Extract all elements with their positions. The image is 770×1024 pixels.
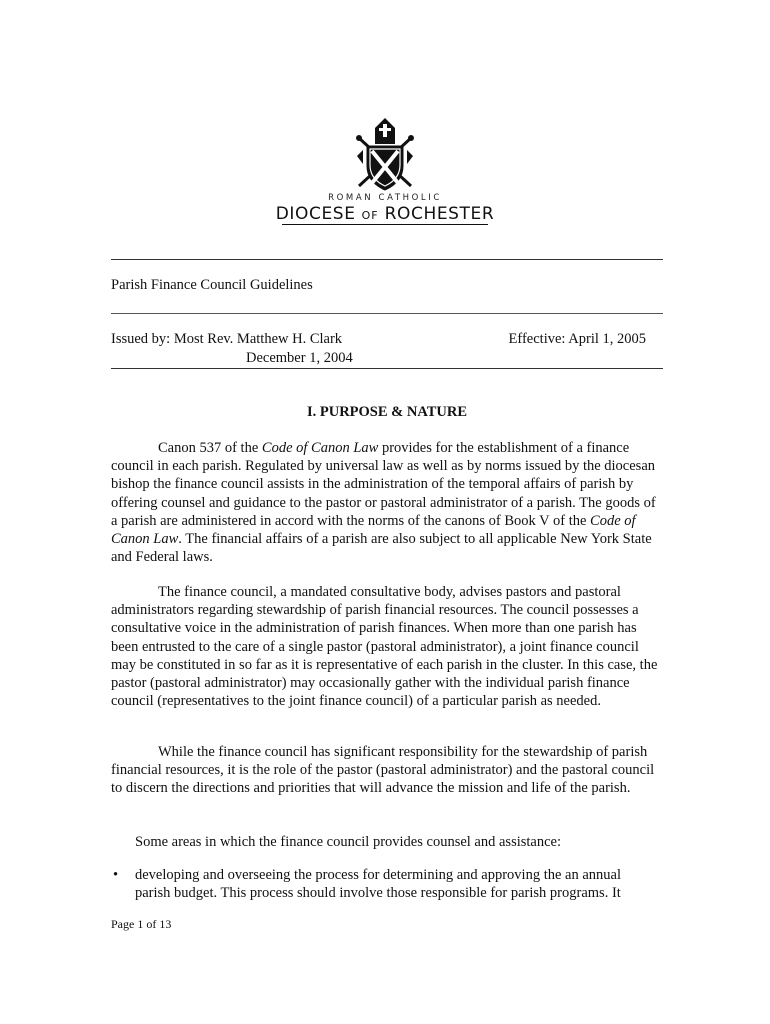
- letterhead-subtitle: ROMAN CATHOLIC: [328, 193, 442, 203]
- diocese-name-of: OF: [361, 209, 379, 222]
- list-item: [111, 866, 659, 902]
- diocese-name-part1: DIOCESE: [275, 204, 356, 224]
- effective-date: Effective: April 1, 2005: [508, 331, 646, 347]
- diocesan-coat-of-arms-icon: [353, 116, 417, 192]
- header-rule-middle: [111, 313, 663, 314]
- p1-part-a: Canon 537 of the: [158, 440, 262, 456]
- p3-text: While the finance council has significant responsibility for the stewardship of parish financial resources, it is the role of the pastor (pastoral administrator) and the pastoral council to discern the directions and priorities that will advance the mission and life of the parish.: [111, 744, 655, 797]
- page-number: Page 1 of 13: [111, 917, 172, 931]
- bullet-icon: •: [113, 867, 119, 883]
- issued-by: Issued by: Most Rev. Matthew H. Clark: [111, 331, 343, 347]
- paragraph-1: [111, 439, 659, 566]
- letterhead-diocese-name: [270, 204, 500, 224]
- p2-text: The finance council, a mandated consultative body, advises pastors and pastoral administrators regarding stewardship of parish financial resources. The council possesses a consultative voice in the administration of parish finances. When more than one parish has been entrusted to the care of a single pastor (pastoral administrator), a joint finance council may be constituted in so far as it is representative of each parish in the cluster. In this case, the pastor (pastoral administrator) may occasionally gather with the individual parish finance council (representatives to the joint finance council) of a particular parish as needed.: [111, 584, 658, 710]
- p1-canon-law-ref-1: Code of Canon Law: [261, 440, 379, 456]
- section-heading: I. PURPOSE & NATURE: [306, 404, 468, 420]
- document-title: Parish Finance Council Guidelines: [111, 277, 313, 293]
- diocese-name-part2: ROCHESTER: [384, 204, 495, 224]
- p1-part-e: . The financial affairs of a parish are also subject to all applicable New York State and Federal laws.: [111, 531, 652, 566]
- issued-date: December 1, 2004: [246, 350, 353, 366]
- letterhead-underline: [282, 224, 488, 225]
- p4-text: Some areas in which the finance council provides counsel and assistance:: [135, 834, 562, 850]
- bullet-text: developing and overseeing the process for determining and approving the an annual parish budget. This process should involve those responsible for parish programs. It: [135, 867, 621, 902]
- paragraph-4: [111, 833, 659, 851]
- letterhead: [270, 116, 500, 228]
- header-rule-top: [111, 259, 663, 260]
- paragraph-3: [111, 743, 659, 798]
- paragraph-2: [111, 583, 659, 710]
- p1-part-c: provides for the establishment of a finance council in each parish. Regulated by universal law as well as by norms issued by the diocesan bishop the finance council assists in the administration of the temporal affairs of parish by offering counsel and guidance to the pastor or pastoral administrator of a parish. The goods of a parish are administered in accord with the norms of the canons of Book V of the: [111, 440, 656, 529]
- header-rule-bottom: [111, 368, 663, 369]
- p1-canon-law-ref-2: Code of Canon Law: [111, 512, 636, 548]
